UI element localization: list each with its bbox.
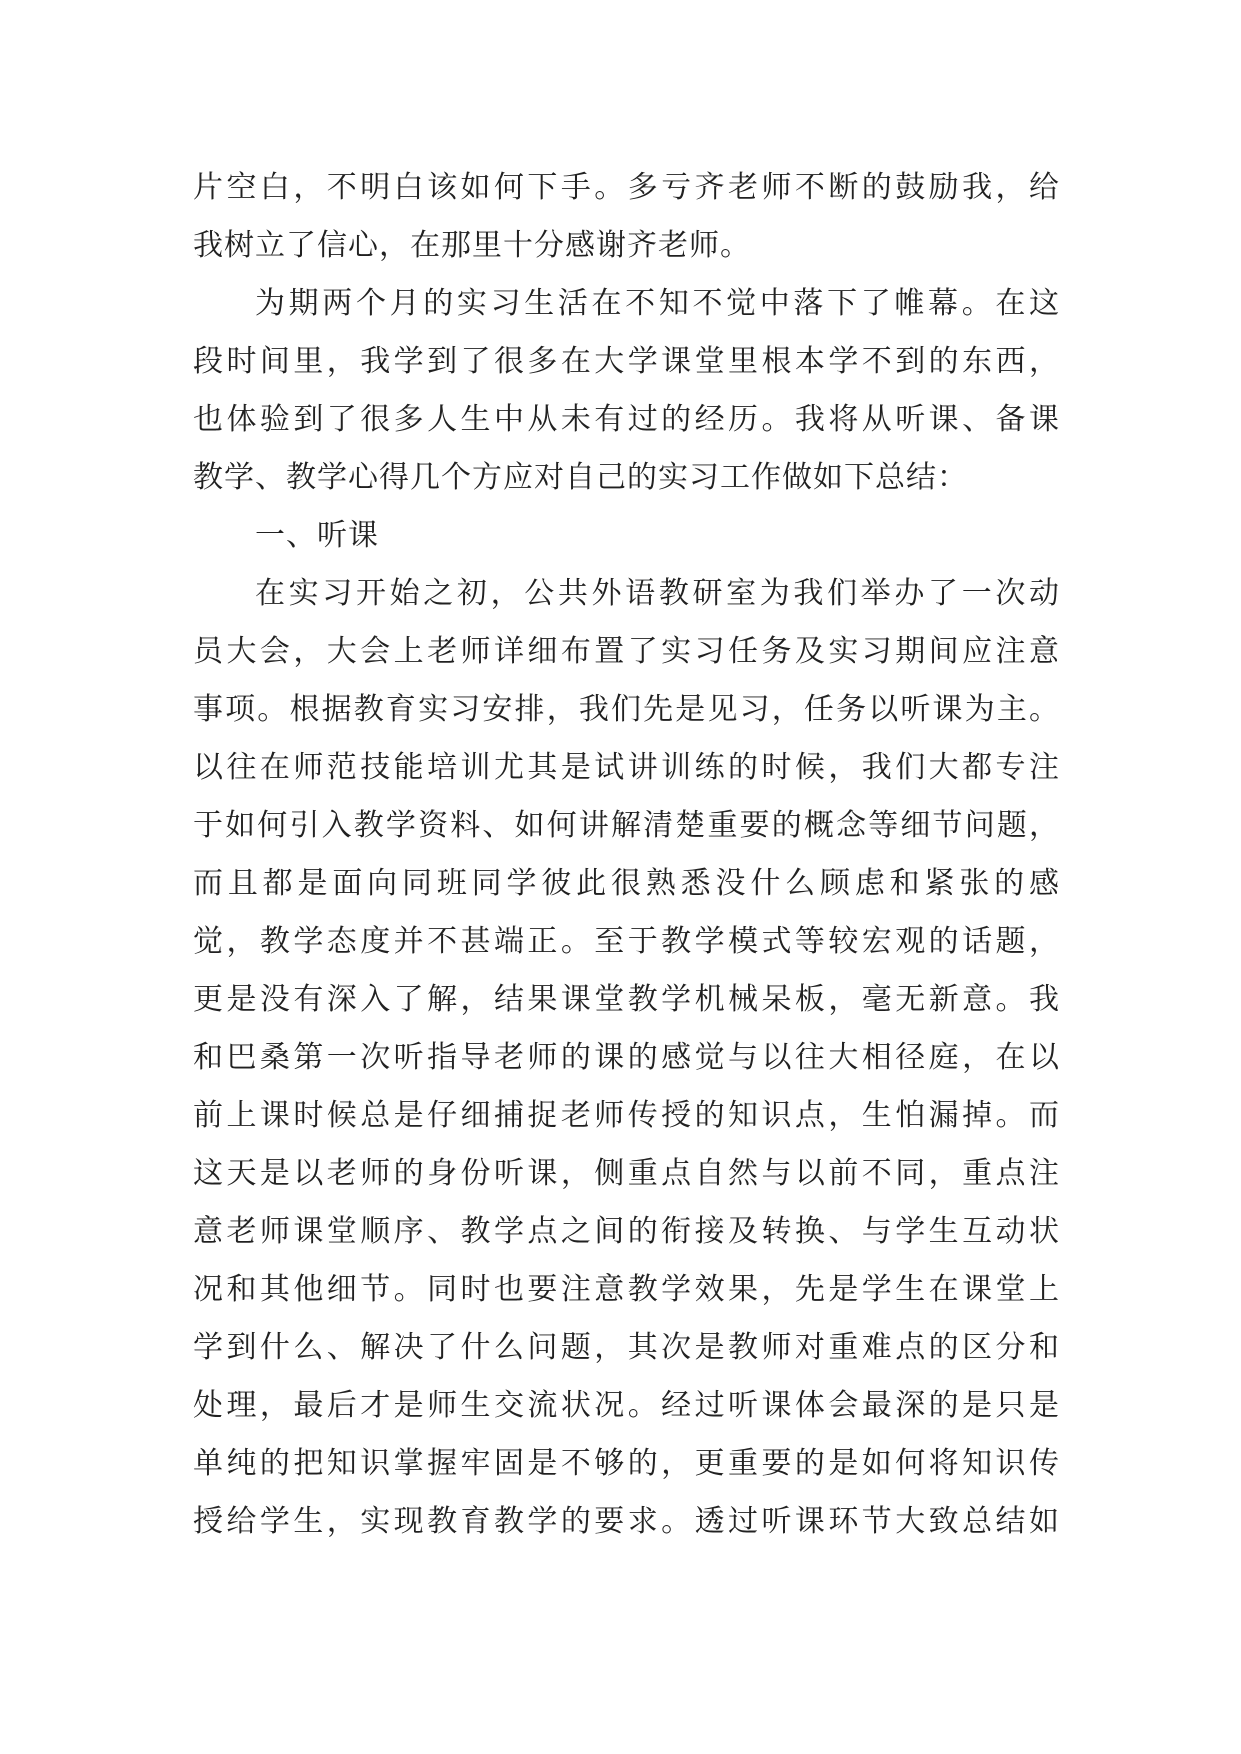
text-line: 以往在师范技能培训尤其是试讲训练的时候，我们大都专注	[193, 750, 1060, 785]
text-line: 片空白，不明白该如何下手。多亏齐老师不断的鼓励我，给	[193, 170, 1060, 205]
text-line: 教学、教学心得几个方应对自己的实习工作做如下总结：	[193, 460, 968, 495]
text-line: 授给学生，实现教育教学的要求。透过听课环节大致总结如	[193, 1504, 1060, 1539]
text-line: 而且都是面向同班同学彼此很熟悉没什么顾虑和紧张的感	[193, 866, 1060, 901]
text-line: 和巴桑第一次听指导老师的课的感觉与以往大相径庭，在以	[193, 1040, 1060, 1075]
text-line: 员大会，大会上老师详细布置了实习任务及实习期间应注意	[193, 634, 1060, 669]
text-line: 更是没有深入了解，结果课堂教学机械呆板，毫无新意。我	[193, 982, 1060, 1017]
text-line: 况和其他细节。同时也要注意教学效果，先是学生在课堂上	[193, 1272, 1060, 1307]
text-line: 前上课时候总是仔细捕捉老师传授的知识点，生怕漏掉。而	[193, 1098, 1060, 1133]
text-line: 觉，教学态度并不甚端正。至于教学模式等较宏观的话题，	[193, 924, 1060, 959]
text-line: 于如何引入教学资料、如何讲解清楚重要的概念等细节问题，	[193, 808, 1060, 843]
text-line: 事项。根据教育实习安排，我们先是见习，任务以听课为主。	[193, 692, 1060, 727]
text-line: 为期两个月的实习生活在不知不觉中落下了帷幕。在这	[255, 286, 1060, 321]
text-line: 学到什么、解决了什么问题，其次是教师对重难点的区分和	[193, 1330, 1060, 1365]
text-line: 我树立了信心，在那里十分感谢齐老师。	[193, 228, 751, 263]
text-line: 也体验到了很多人生中从未有过的经历。我将从听课、备课	[193, 402, 1060, 437]
text-line: 一、听课	[255, 518, 379, 553]
text-line: 单纯的把知识掌握牢固是不够的，更重要的是如何将知识传	[193, 1446, 1060, 1481]
text-line: 这天是以老师的身份听课，侧重点自然与以前不同，重点注	[193, 1156, 1060, 1191]
document-body	[193, 159, 1060, 1551]
text-line: 处理，最后才是师生交流状况。经过听课体会最深的是只是	[193, 1388, 1060, 1423]
text-line: 段时间里，我学到了很多在大学课堂里根本学不到的东西，	[193, 344, 1060, 379]
text-line: 在实习开始之初，公共外语教研室为我们举办了一次动	[255, 576, 1060, 611]
text-line: 意老师课堂顺序、教学点之间的衔接及转换、与学生互动状	[193, 1214, 1060, 1249]
